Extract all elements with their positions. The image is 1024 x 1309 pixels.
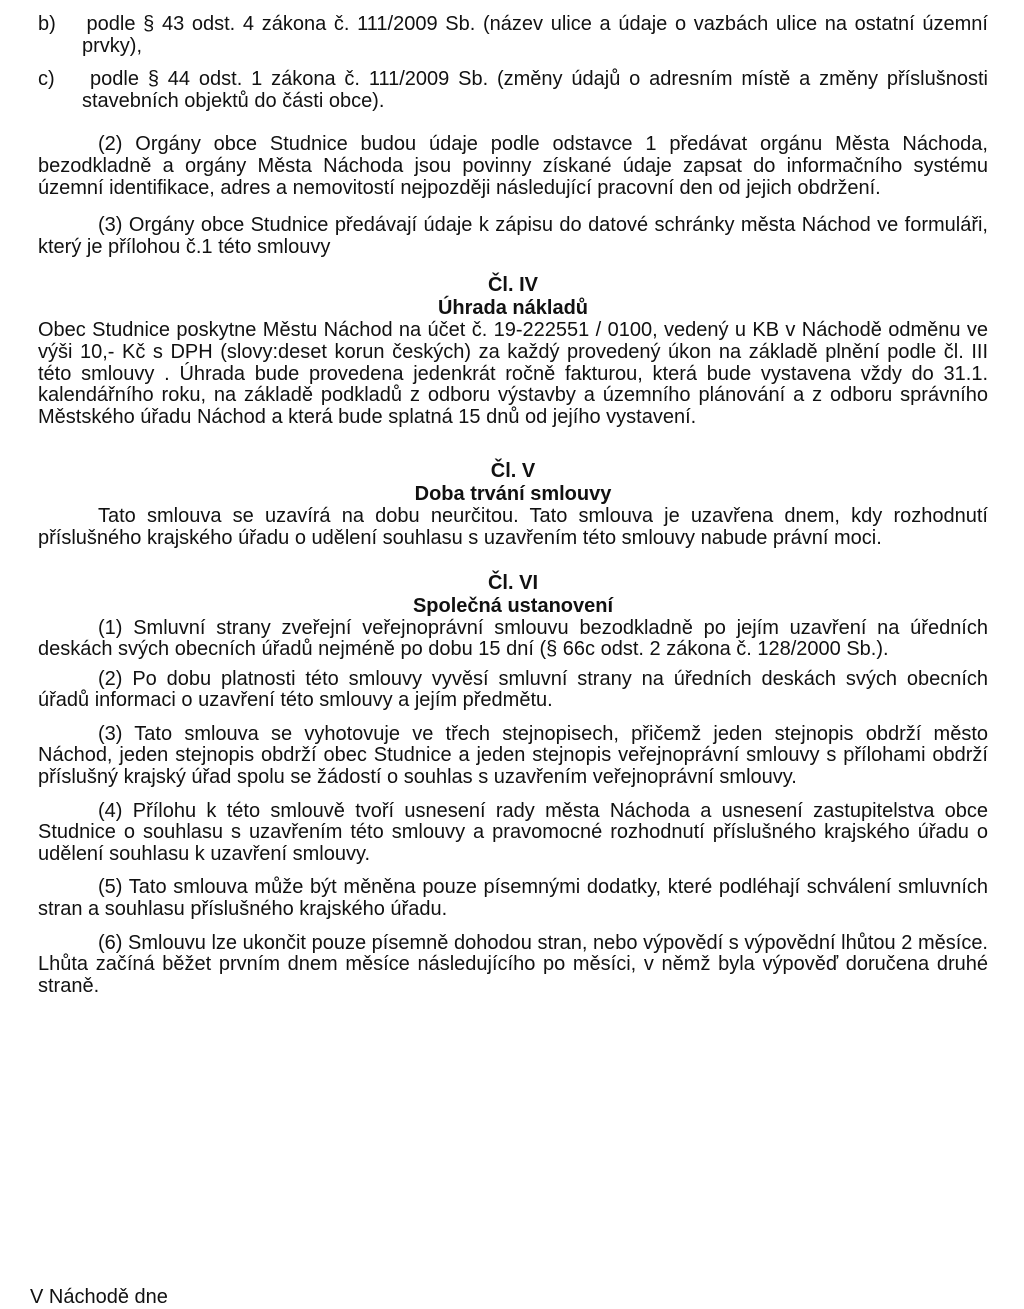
article4-text: Obec Studnice poskytne Městu Náchod na účet č. 19-222551 / 0100, vedený u KB v Náchodě odměnu ve výši 10,- Kč s DPH (slovy:deset korun českých) za každý provedený úkon na základě plnění podle čl. III této smlouvy . Úhrada bude provedena jedenkrát ročně fakturou, která bude vystavena vždy do 31.1. kalendářního roku, na základě podkladů z odboru výstavby a územního plánování a z odboru správního Městského úřadu Náchod a která bude splatná 15 dnů od jejího vystavení.	[38, 319, 988, 428]
article6-paragraph-4: (4) Přílohu k této smlouvě tvoří usnesení rady města Náchoda a usnesení zastupitelstva obce Studnice o souhlasu s uzavřením této smlouvy a pravomocné rozhodnutí příslušného krajského úřadu o udělení souhlasu k uzavření smlouvy.	[38, 799, 988, 865]
article6-paragraph-2: (2) Po dobu platnosti této smlouvy vyvěsí smluvní strany na úředních deskách svých obecních úřadů informaci o uzavření této smlouvy a jejím předmětu.	[38, 667, 988, 712]
article3-item-c: c) podle § 44 odst. 1 zákona č. 111/2009 Sb. (změny údajů o adresním místě a změny příslušnosti stavebních objektů do části obce).	[38, 68, 988, 112]
article6-paragraph-6: (6) Smlouvu lze ukončit pouze písemně dohodou stran, nebo výpovědí s výpovědní lhůtou 2 měsíce. Lhůta začíná běžet prvním dnem měsíce následujícího po měsíci, v němž byla výpověď doručena druhé straně.	[38, 931, 988, 997]
article6-paragraph-5: (5) Tato smlouva může být měněna pouze písemnými dodatky, které podléhají schválení smluvních stran a souhlasu příslušného krajského úřadu.	[38, 876, 988, 921]
article3-paragraph-3: (3) Orgány obce Studnice předávají údaje k zápisu do datové schránky města Náchod ve formuláři, který je přílohou č.1 této smlouvy	[38, 214, 988, 258]
article6-title: Společná ustanovení	[412, 594, 614, 617]
article4-title: Úhrada nákladů	[437, 297, 589, 320]
article6-paragraph-3: (3) Tato smlouva se vyhotovuje ve třech stejnopisech, přičemž jeden stejnopis obdrží město Náchod, jeden stejnopis obdrží obec Studnice a jeden stejnopis veřejnoprávní smlouvy s přílohami obdrží příslušný krajský úřad spolu se žádostí o souhlas s uzavřením veřejnoprávní smlouvy.	[38, 722, 988, 789]
document-page	[38, 14, 988, 997]
article4-number: Čl. IV	[487, 274, 538, 297]
article5-number: Čl. V	[490, 460, 536, 483]
article5-text: Tato smlouva se uzavírá na dobu neurčitou. Tato smlouva je uzavřena dnem, kdy rozhodnutí příslušného krajského úřadu o udělení souhlasu s uzavřením této smlouvy nabude právní moci.	[38, 505, 988, 549]
article3-paragraph-2: (2) Orgány obce Studnice budou údaje podle odstavce 1 předávat orgánu Města Náchoda, bezodkladně a orgány Města Náchoda jsou povinny získané údaje zapsat do informačního systému územní identifikace, adres a nemovitostí nejpozději následující pracovní den od jejich obdržení.	[38, 133, 988, 199]
footer-place-date-cutoff: V Náchodě dne	[30, 1286, 168, 1308]
article3-item-b: b) podle § 43 odst. 4 zákona č. 111/2009 Sb. (název ulice a údaje o vazbách ulice na ostatní územní prvky),	[38, 13, 988, 57]
article6-paragraph-1: (1) Smluvní strany zveřejní veřejnoprávní smlouvu bezodkladně po jejím uzavření na úředních deskách svých obecních úřadů nejméně po dobu 15 dní (§ 66c odst. 2 zákona č. 128/2000 Sb.).	[38, 616, 988, 661]
article5-title: Doba trvání smlouvy	[414, 483, 612, 506]
article6-number: Čl. VI	[487, 571, 538, 594]
